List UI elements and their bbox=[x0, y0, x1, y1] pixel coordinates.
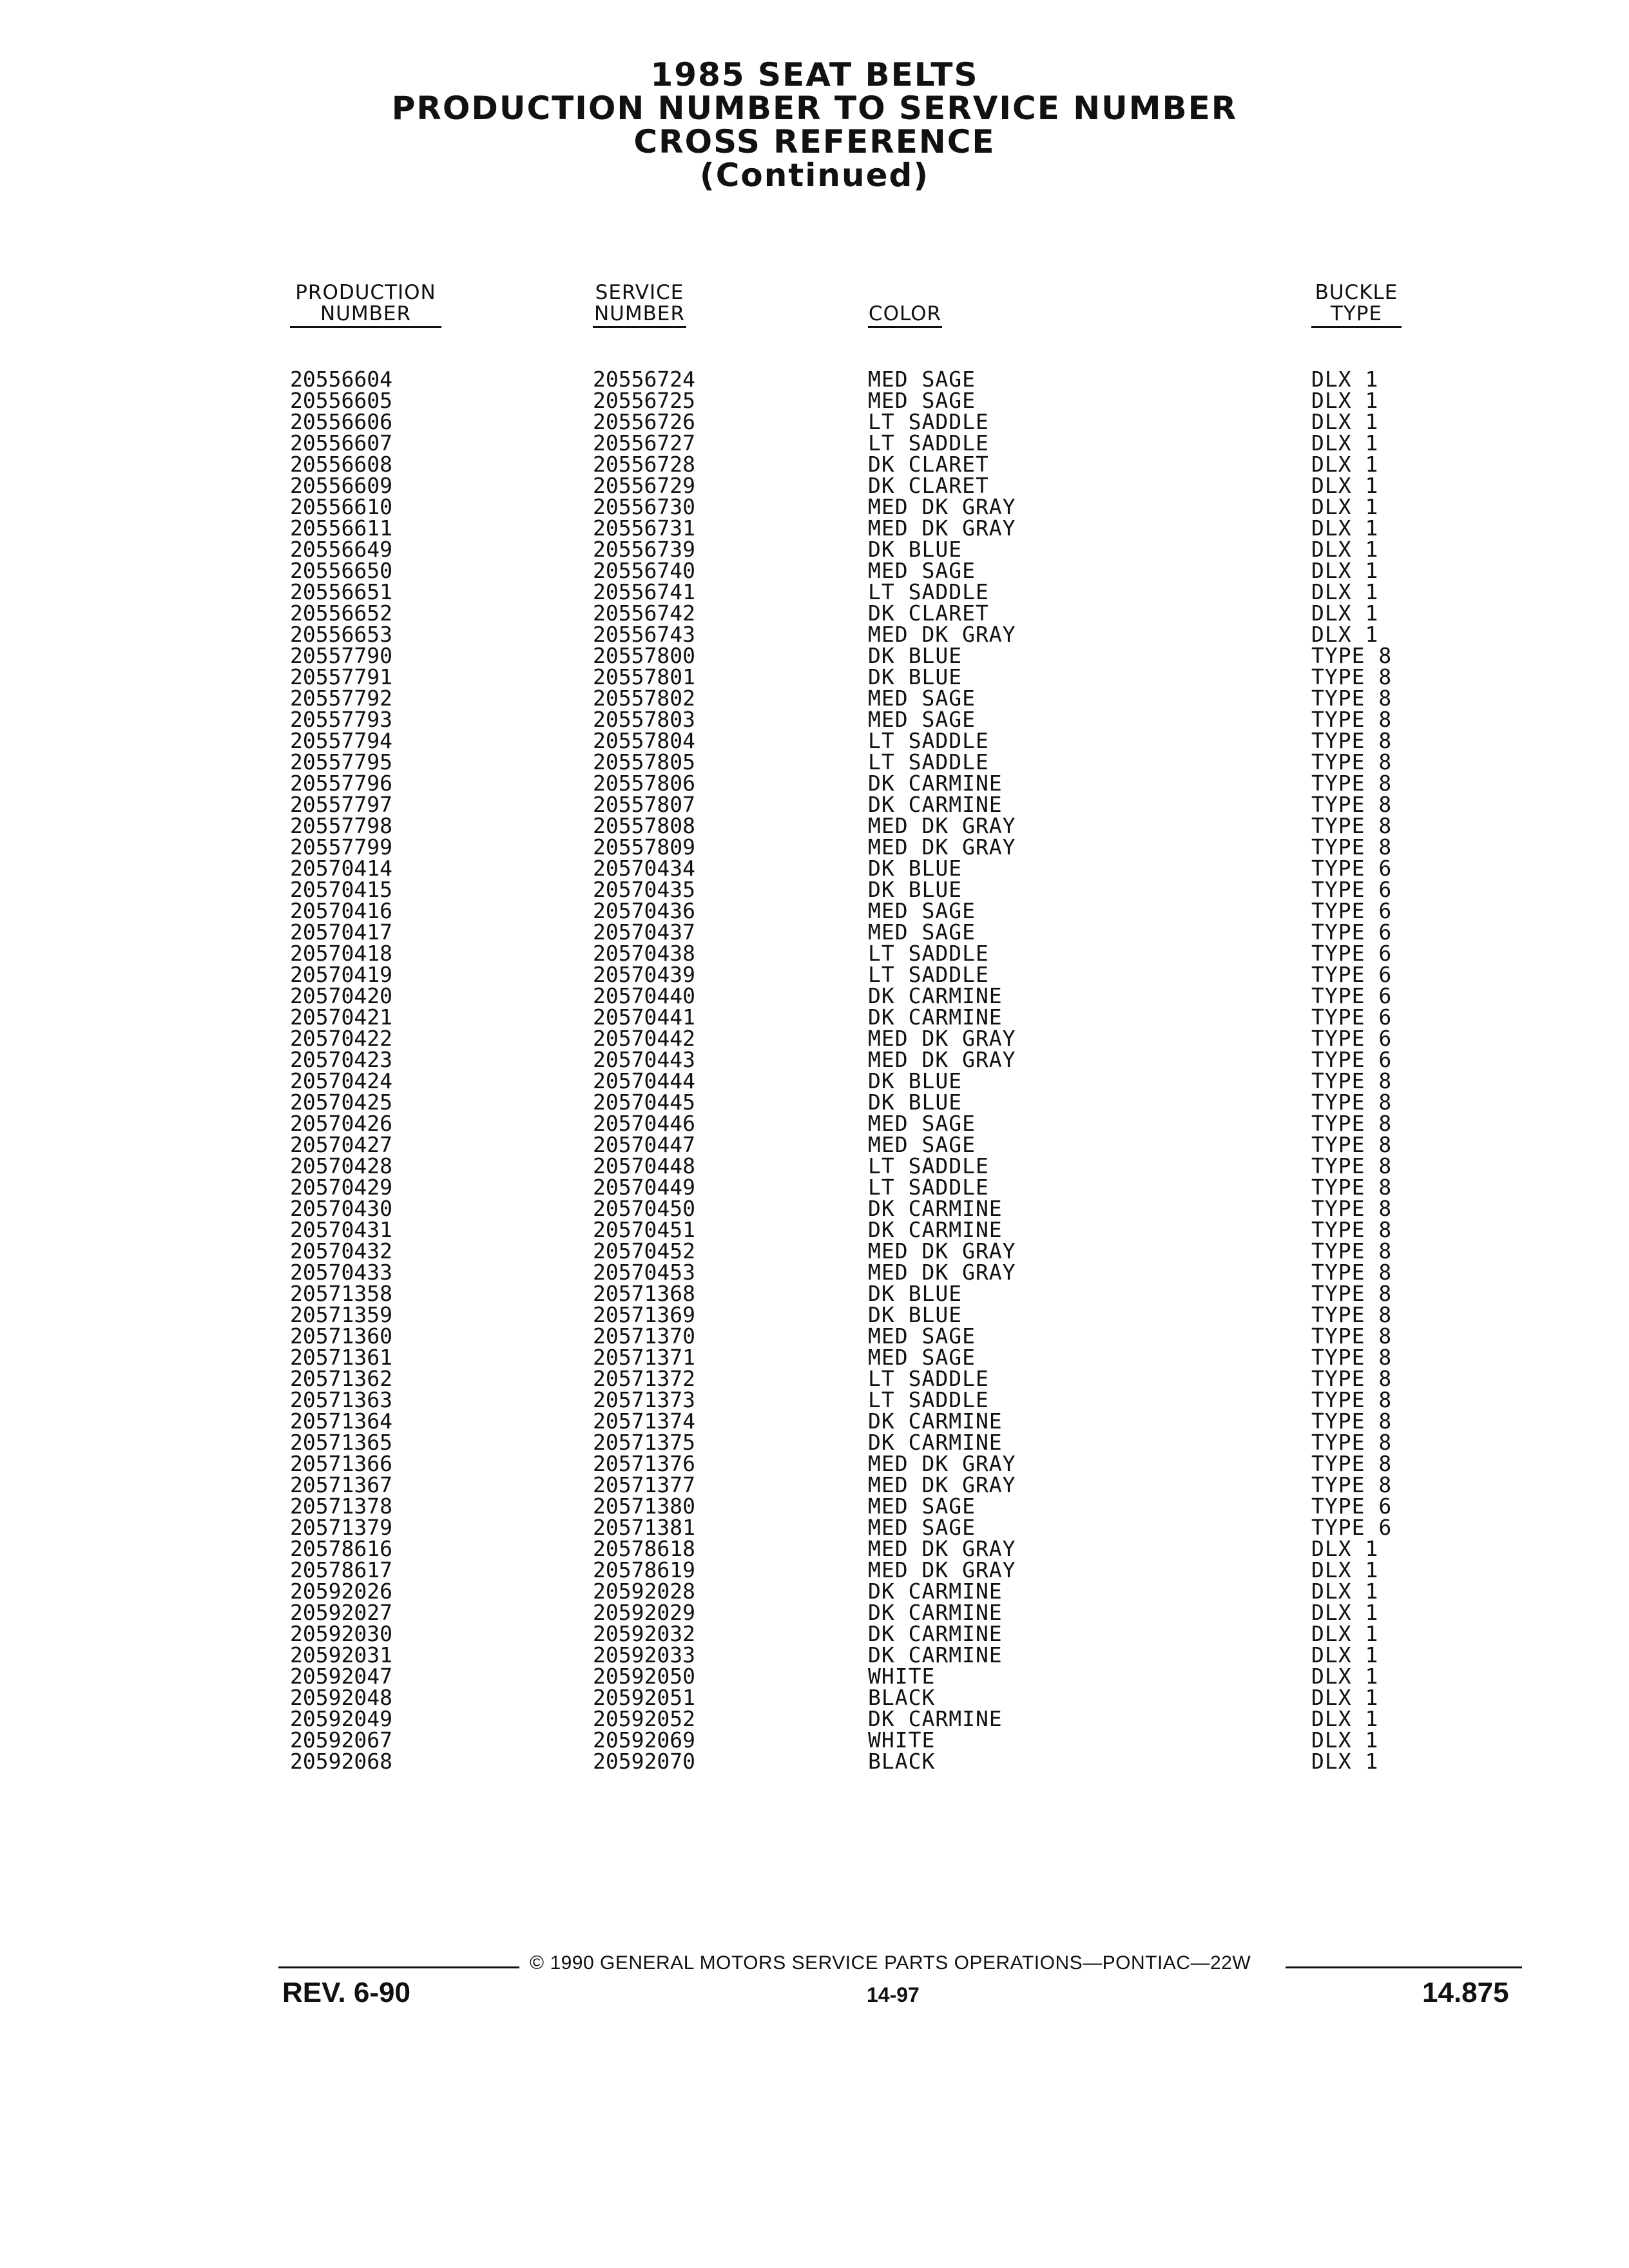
buckle-type-cell: TYPE 8 bbox=[1311, 643, 1393, 668]
service-number-cell: 20571377 bbox=[593, 1472, 695, 1497]
service-number-cell: 20592029 bbox=[593, 1600, 695, 1625]
service-number-cell: 20570451 bbox=[593, 1217, 695, 1242]
production-number-cell: 20557797 bbox=[290, 792, 392, 817]
service-number-cell: 20557808 bbox=[593, 813, 695, 838]
buckle-type-cell: TYPE 8 bbox=[1311, 771, 1393, 796]
service-number-cell: 20556724 bbox=[593, 367, 695, 392]
buckle-type-cell: DLX 1 bbox=[1311, 1749, 1379, 1774]
service-number-cell: 20556743 bbox=[593, 622, 695, 647]
service-number-cell: 20571371 bbox=[593, 1345, 695, 1370]
color-cell: DK CARMINE bbox=[868, 771, 1003, 796]
production-number-cell: 20571359 bbox=[290, 1302, 392, 1327]
service-number-cell: 20570445 bbox=[593, 1090, 695, 1115]
service-number-cell: 20571380 bbox=[593, 1494, 695, 1519]
production-number-cell: 20571360 bbox=[290, 1323, 392, 1349]
buckle-type-cell: DLX 1 bbox=[1311, 1642, 1379, 1667]
color-cell: LT SADDLE bbox=[868, 430, 989, 456]
production-number-cell: 20592068 bbox=[290, 1749, 392, 1774]
service-number-cell: 20570440 bbox=[593, 983, 695, 1008]
color-cell: MED DK GRAY bbox=[868, 834, 1016, 860]
buckle-type-cell: TYPE 8 bbox=[1311, 1323, 1393, 1349]
service-number-cell: 20557802 bbox=[593, 686, 695, 711]
production-number-cell: 20570417 bbox=[290, 919, 392, 945]
buckle-type-cell: TYPE 8 bbox=[1311, 1111, 1393, 1136]
buckle-type-cell: TYPE 6 bbox=[1311, 856, 1393, 881]
footer-rule-right bbox=[1286, 1966, 1522, 1968]
service-number-cell: 20592052 bbox=[593, 1706, 695, 1731]
production-number-cell: 20592048 bbox=[290, 1685, 392, 1710]
header-service-line-2: NUMBER bbox=[593, 302, 686, 325]
header-buckle-type bbox=[1311, 282, 1402, 328]
service-number-cell: 20557807 bbox=[593, 792, 695, 817]
color-cell: WHITE bbox=[868, 1664, 936, 1689]
buckle-type-cell: TYPE 8 bbox=[1311, 749, 1393, 774]
production-number-cell: 20557796 bbox=[290, 771, 392, 796]
service-number-cell: 20556740 bbox=[593, 558, 695, 583]
production-number-cell: 20556607 bbox=[290, 430, 392, 456]
color-cell: MED SAGE bbox=[868, 367, 976, 392]
buckle-type-cell: TYPE 8 bbox=[1311, 1302, 1393, 1327]
production-number-cell: 20556605 bbox=[290, 388, 392, 413]
color-cell: LT SADDLE bbox=[868, 1387, 989, 1412]
color-cell: MED SAGE bbox=[868, 1132, 976, 1157]
production-number-cell: 20570418 bbox=[290, 941, 392, 966]
service-number-cell: 20592032 bbox=[593, 1621, 695, 1646]
color-cell: DK BLUE bbox=[868, 856, 963, 881]
color-cell: DK CARMINE bbox=[868, 1621, 1003, 1646]
color-cell: DK CARMINE bbox=[868, 1196, 1003, 1221]
color-cell: LT SADDLE bbox=[868, 579, 989, 604]
color-cell: MED SAGE bbox=[868, 919, 976, 945]
color-cell: DK BLUE bbox=[868, 1302, 963, 1327]
buckle-type-cell: TYPE 6 bbox=[1311, 1004, 1393, 1030]
production-number-cell: 20556611 bbox=[290, 515, 392, 541]
buckle-type-cell: TYPE 6 bbox=[1311, 1026, 1393, 1051]
color-cell: DK CARMINE bbox=[868, 792, 1003, 817]
buckle-type-cell: DLX 1 bbox=[1311, 1557, 1379, 1582]
service-number-cell: 20570446 bbox=[593, 1111, 695, 1136]
buckle-type-cell: DLX 1 bbox=[1311, 452, 1379, 477]
production-number-cell: 20570428 bbox=[290, 1153, 392, 1178]
buckle-type-cell: DLX 1 bbox=[1311, 579, 1379, 604]
buckle-type-cell: DLX 1 bbox=[1311, 1621, 1379, 1646]
buckle-type-cell: TYPE 8 bbox=[1311, 1472, 1393, 1497]
buckle-type-cell: TYPE 8 bbox=[1311, 1217, 1393, 1242]
buckle-type-cell: DLX 1 bbox=[1311, 1706, 1379, 1731]
color-cell: MED SAGE bbox=[868, 1111, 976, 1136]
service-number-cell: 20578619 bbox=[593, 1557, 695, 1582]
buckle-type-cell: DLX 1 bbox=[1311, 622, 1379, 647]
production-number-cell: 20592031 bbox=[290, 1642, 392, 1667]
buckle-type-cell: TYPE 6 bbox=[1311, 1515, 1393, 1540]
production-number-cell: 20556651 bbox=[290, 579, 392, 604]
production-number-cell: 20570419 bbox=[290, 962, 392, 987]
buckle-type-cell: TYPE 6 bbox=[1311, 1494, 1393, 1519]
production-number-cell: 20570431 bbox=[290, 1217, 392, 1242]
production-number-cell: 20571378 bbox=[290, 1494, 392, 1519]
buckle-type-cell: TYPE 8 bbox=[1311, 1430, 1393, 1455]
color-cell: DK CARMINE bbox=[868, 1408, 1003, 1434]
header-production-line-1: PRODUCTION bbox=[295, 281, 436, 304]
production-number-cell: 20556604 bbox=[290, 367, 392, 392]
production-number-cell: 20570432 bbox=[290, 1238, 392, 1264]
service-number-cell: 20570434 bbox=[593, 856, 695, 881]
service-number-cell: 20570437 bbox=[593, 919, 695, 945]
production-number-cell: 20571366 bbox=[290, 1451, 392, 1476]
buckle-type-cell: TYPE 8 bbox=[1311, 813, 1393, 838]
footer-copyright: © 1990 GENERAL MOTORS SERVICE PARTS OPERATIONS—PONTIAC—22W bbox=[530, 1952, 1251, 1974]
production-number-cell: 20556609 bbox=[290, 473, 392, 498]
production-number-cell: 20570426 bbox=[290, 1111, 392, 1136]
color-cell: DK CARMINE bbox=[868, 1430, 1003, 1455]
production-number-cell: 20592026 bbox=[290, 1579, 392, 1604]
production-number-cell: 20570430 bbox=[290, 1196, 392, 1221]
production-number-cell: 20570433 bbox=[290, 1260, 392, 1285]
color-cell: DK CARMINE bbox=[868, 1706, 1003, 1731]
color-cell: MED SAGE bbox=[868, 898, 976, 923]
color-cell: MED SAGE bbox=[868, 558, 976, 583]
production-number-cell: 20556606 bbox=[290, 409, 392, 434]
service-number-cell: 20556731 bbox=[593, 515, 695, 541]
production-number-cell: 20557793 bbox=[290, 707, 392, 732]
service-number-cell: 20570444 bbox=[593, 1068, 695, 1093]
buckle-type-cell: TYPE 6 bbox=[1311, 941, 1393, 966]
color-cell: LT SADDLE bbox=[868, 1153, 989, 1178]
service-number-cell: 20570453 bbox=[593, 1260, 695, 1285]
production-number-cell: 20557798 bbox=[290, 813, 392, 838]
service-number-cell: 20570448 bbox=[593, 1153, 695, 1178]
color-cell: DK CARMINE bbox=[868, 983, 1003, 1008]
buckle-type-column bbox=[1311, 369, 1392, 1772]
production-number-cell: 20556650 bbox=[290, 558, 392, 583]
buckle-type-cell: DLX 1 bbox=[1311, 1579, 1379, 1604]
buckle-type-cell: TYPE 8 bbox=[1311, 1387, 1393, 1412]
service-number-cell: 20556725 bbox=[593, 388, 695, 413]
color-cell: MED SAGE bbox=[868, 1494, 976, 1519]
footer-rule-left bbox=[278, 1966, 519, 1968]
buckle-type-cell: DLX 1 bbox=[1311, 1536, 1379, 1561]
buckle-type-cell: TYPE 6 bbox=[1311, 983, 1393, 1008]
buckle-type-cell: TYPE 8 bbox=[1311, 664, 1393, 689]
buckle-type-cell: TYPE 6 bbox=[1311, 1047, 1393, 1072]
production-number-cell: 20571362 bbox=[290, 1366, 392, 1391]
production-number-cell: 20556610 bbox=[290, 494, 392, 519]
service-number-cell: 20592051 bbox=[593, 1685, 695, 1710]
color-cell: MED DK GRAY bbox=[868, 813, 1016, 838]
color-cell: MED SAGE bbox=[868, 1345, 976, 1370]
service-number-cell: 20556739 bbox=[593, 537, 695, 562]
service-number-cell: 20556727 bbox=[593, 430, 695, 456]
service-number-cell: 20556742 bbox=[593, 601, 695, 626]
color-cell: MED DK GRAY bbox=[868, 1536, 1016, 1561]
color-cell: DK BLUE bbox=[868, 643, 963, 668]
header-production-line-2: NUMBER bbox=[320, 302, 412, 325]
production-number-cell: 20571365 bbox=[290, 1430, 392, 1455]
buckle-type-cell: DLX 1 bbox=[1311, 1685, 1379, 1710]
service-number-cell: 20570450 bbox=[593, 1196, 695, 1221]
service-number-cell: 20571369 bbox=[593, 1302, 695, 1327]
header-service-line-1: SERVICE bbox=[595, 281, 684, 304]
service-number-cell: 20571375 bbox=[593, 1430, 695, 1455]
color-cell: DK CLARET bbox=[868, 452, 989, 477]
buckle-type-cell: DLX 1 bbox=[1311, 537, 1379, 562]
service-number-cell: 20570438 bbox=[593, 941, 695, 966]
header-buckle-line-2: TYPE bbox=[1330, 302, 1383, 325]
color-cell: LT SADDLE bbox=[868, 941, 989, 966]
production-number-cell: 20592049 bbox=[290, 1706, 392, 1731]
title-line-3: CROSS REFERENCE bbox=[633, 123, 996, 160]
color-cell: BLACK bbox=[868, 1685, 936, 1710]
service-number-cell: 20557806 bbox=[593, 771, 695, 796]
color-cell: MED SAGE bbox=[868, 388, 976, 413]
color-cell: DK BLUE bbox=[868, 877, 963, 902]
buckle-type-cell: TYPE 8 bbox=[1311, 1366, 1393, 1391]
buckle-type-cell: TYPE 8 bbox=[1311, 1345, 1393, 1370]
production-number-cell: 20557799 bbox=[290, 834, 392, 860]
color-cell: MED SAGE bbox=[868, 686, 976, 711]
production-number-cell: 20557792 bbox=[290, 686, 392, 711]
production-number-cell: 20557791 bbox=[290, 664, 392, 689]
buckle-type-cell: TYPE 8 bbox=[1311, 1238, 1393, 1264]
service-number-cell: 20570449 bbox=[593, 1175, 695, 1200]
service-number-cell: 20570443 bbox=[593, 1047, 695, 1072]
production-number-cell: 20570416 bbox=[290, 898, 392, 923]
color-cell: DK CLARET bbox=[868, 601, 989, 626]
service-number-cell: 20571376 bbox=[593, 1451, 695, 1476]
service-number-cell: 20592070 bbox=[593, 1749, 695, 1774]
title-line-2: PRODUCTION NUMBER TO SERVICE NUMBER bbox=[391, 90, 1238, 127]
production-number-cell: 20592027 bbox=[290, 1600, 392, 1625]
color-cell: DK BLUE bbox=[868, 664, 963, 689]
color-cell: BLACK bbox=[868, 1749, 936, 1774]
buckle-type-cell: TYPE 8 bbox=[1311, 1281, 1393, 1306]
page-title bbox=[0, 58, 1629, 192]
color-cell: MED SAGE bbox=[868, 1515, 976, 1540]
buckle-type-cell: TYPE 6 bbox=[1311, 877, 1393, 902]
buckle-type-cell: DLX 1 bbox=[1311, 515, 1379, 541]
service-number-cell: 20556730 bbox=[593, 494, 695, 519]
buckle-type-cell: DLX 1 bbox=[1311, 409, 1379, 434]
color-cell: MED DK GRAY bbox=[868, 515, 1016, 541]
page-number: 14-97 bbox=[867, 1983, 920, 2006]
service-number-cell: 20556741 bbox=[593, 579, 695, 604]
production-number-cell: 20556653 bbox=[290, 622, 392, 647]
color-cell: LT SADDLE bbox=[868, 1175, 989, 1200]
service-number-cell: 20592069 bbox=[593, 1727, 695, 1753]
production-number-cell: 20570421 bbox=[290, 1004, 392, 1030]
color-cell: LT SADDLE bbox=[868, 1366, 989, 1391]
production-number-cell: 20570414 bbox=[290, 856, 392, 881]
header-color-label: COLOR bbox=[868, 302, 942, 325]
service-number-cell: 20571381 bbox=[593, 1515, 695, 1540]
header-color bbox=[868, 303, 942, 328]
color-cell: DK CARMINE bbox=[868, 1600, 1003, 1625]
color-cell: MED DK GRAY bbox=[868, 1472, 1016, 1497]
service-number-cell: 20570435 bbox=[593, 877, 695, 902]
buckle-type-cell: TYPE 8 bbox=[1311, 707, 1393, 732]
production-number-cell: 20592067 bbox=[290, 1727, 392, 1753]
color-cell: MED SAGE bbox=[868, 707, 976, 732]
buckle-type-cell: TYPE 6 bbox=[1311, 919, 1393, 945]
production-number-cell: 20570420 bbox=[290, 983, 392, 1008]
production-number-cell: 20570422 bbox=[290, 1026, 392, 1051]
buckle-type-cell: DLX 1 bbox=[1311, 1727, 1379, 1753]
header-buckle-line-1: BUCKLE bbox=[1315, 281, 1398, 304]
service-number-column bbox=[593, 369, 695, 1772]
buckle-type-cell: TYPE 8 bbox=[1311, 728, 1393, 753]
color-cell: MED DK GRAY bbox=[868, 1260, 1016, 1285]
color-cell: MED DK GRAY bbox=[868, 494, 1016, 519]
buckle-type-cell: TYPE 8 bbox=[1311, 1132, 1393, 1157]
color-cell: MED DK GRAY bbox=[868, 1047, 1016, 1072]
production-number-cell: 20571379 bbox=[290, 1515, 392, 1540]
production-number-cell: 20570425 bbox=[290, 1090, 392, 1115]
color-cell: DK BLUE bbox=[868, 1281, 963, 1306]
buckle-type-cell: TYPE 8 bbox=[1311, 1090, 1393, 1115]
color-cell: DK BLUE bbox=[868, 537, 963, 562]
buckle-type-cell: TYPE 8 bbox=[1311, 686, 1393, 711]
buckle-type-cell: DLX 1 bbox=[1311, 494, 1379, 519]
service-number-cell: 20571373 bbox=[593, 1387, 695, 1412]
service-number-cell: 20592028 bbox=[593, 1579, 695, 1604]
color-cell: DK BLUE bbox=[868, 1068, 963, 1093]
service-number-cell: 20570436 bbox=[593, 898, 695, 923]
color-column bbox=[868, 369, 1016, 1772]
service-number-cell: 20571372 bbox=[593, 1366, 695, 1391]
production-number-cell: 20571367 bbox=[290, 1472, 392, 1497]
buckle-type-cell: DLX 1 bbox=[1311, 388, 1379, 413]
production-number-cell: 20557794 bbox=[290, 728, 392, 753]
buckle-type-cell: TYPE 6 bbox=[1311, 898, 1393, 923]
color-cell: WHITE bbox=[868, 1727, 936, 1753]
service-number-cell: 20571370 bbox=[593, 1323, 695, 1349]
production-number-cell: 20570423 bbox=[290, 1047, 392, 1072]
service-number-cell: 20557804 bbox=[593, 728, 695, 753]
service-number-cell: 20556729 bbox=[593, 473, 695, 498]
service-number-cell: 20571374 bbox=[593, 1408, 695, 1434]
buckle-type-cell: DLX 1 bbox=[1311, 558, 1379, 583]
buckle-type-cell: TYPE 8 bbox=[1311, 1451, 1393, 1476]
service-number-cell: 20557803 bbox=[593, 707, 695, 732]
service-number-cell: 20592050 bbox=[593, 1664, 695, 1689]
production-number-cell: 20556608 bbox=[290, 452, 392, 477]
color-cell: MED DK GRAY bbox=[868, 1026, 1016, 1051]
color-cell: MED SAGE bbox=[868, 1323, 976, 1349]
service-number-cell: 20570447 bbox=[593, 1132, 695, 1157]
service-number-cell: 20571368 bbox=[593, 1281, 695, 1306]
production-number-cell: 20571363 bbox=[290, 1387, 392, 1412]
buckle-type-cell: DLX 1 bbox=[1311, 473, 1379, 498]
buckle-type-cell: TYPE 8 bbox=[1311, 1196, 1393, 1221]
color-cell: LT SADDLE bbox=[868, 728, 989, 753]
revision-label: REV. 6-90 bbox=[282, 1977, 410, 2008]
buckle-type-cell: TYPE 8 bbox=[1311, 1068, 1393, 1093]
buckle-type-cell: DLX 1 bbox=[1311, 1600, 1379, 1625]
production-number-cell: 20557795 bbox=[290, 749, 392, 774]
color-cell: DK BLUE bbox=[868, 1090, 963, 1115]
service-number-cell: 20557800 bbox=[593, 643, 695, 668]
header-service-number bbox=[593, 282, 686, 328]
production-number-cell: 20592047 bbox=[290, 1664, 392, 1689]
buckle-type-cell: TYPE 8 bbox=[1311, 1408, 1393, 1434]
production-number-cell: 20570429 bbox=[290, 1175, 392, 1200]
production-number-cell: 20578617 bbox=[290, 1557, 392, 1582]
buckle-type-cell: DLX 1 bbox=[1311, 430, 1379, 456]
buckle-type-cell: TYPE 8 bbox=[1311, 1175, 1393, 1200]
production-number-cell: 20570415 bbox=[290, 877, 392, 902]
service-number-cell: 20570439 bbox=[593, 962, 695, 987]
service-number-cell: 20570442 bbox=[593, 1026, 695, 1051]
color-cell: MED DK GRAY bbox=[868, 1557, 1016, 1582]
buckle-type-cell: DLX 1 bbox=[1311, 601, 1379, 626]
buckle-type-cell: TYPE 6 bbox=[1311, 962, 1393, 987]
buckle-type-cell: TYPE 8 bbox=[1311, 792, 1393, 817]
color-cell: DK CLARET bbox=[868, 473, 989, 498]
service-number-cell: 20592033 bbox=[593, 1642, 695, 1667]
buckle-type-cell: TYPE 8 bbox=[1311, 1260, 1393, 1285]
service-number-cell: 20556726 bbox=[593, 409, 695, 434]
service-number-cell: 20557809 bbox=[593, 834, 695, 860]
color-cell: MED DK GRAY bbox=[868, 1238, 1016, 1264]
buckle-type-cell: TYPE 8 bbox=[1311, 1153, 1393, 1178]
production-number-cell: 20571358 bbox=[290, 1281, 392, 1306]
production-number-column bbox=[290, 369, 392, 1772]
buckle-type-cell: DLX 1 bbox=[1311, 367, 1379, 392]
color-cell: LT SADDLE bbox=[868, 749, 989, 774]
color-cell: LT SADDLE bbox=[868, 962, 989, 987]
production-number-cell: 20556652 bbox=[290, 601, 392, 626]
production-number-cell: 20571361 bbox=[290, 1345, 392, 1370]
production-number-cell: 20556649 bbox=[290, 537, 392, 562]
production-number-cell: 20571364 bbox=[290, 1408, 392, 1434]
color-cell: DK CARMINE bbox=[868, 1004, 1003, 1030]
buckle-type-cell: TYPE 8 bbox=[1311, 834, 1393, 860]
color-cell: DK CARMINE bbox=[868, 1217, 1003, 1242]
service-number-cell: 20557801 bbox=[593, 664, 695, 689]
title-line-4: (Continued) bbox=[699, 157, 930, 194]
production-number-cell: 20578616 bbox=[290, 1536, 392, 1561]
service-number-cell: 20570452 bbox=[593, 1238, 695, 1264]
color-cell: LT SADDLE bbox=[868, 409, 989, 434]
production-number-cell: 20570427 bbox=[290, 1132, 392, 1157]
service-number-cell: 20578618 bbox=[593, 1536, 695, 1561]
production-number-cell: 20557790 bbox=[290, 643, 392, 668]
section-number: 14.875 bbox=[1422, 1977, 1509, 2008]
color-cell: DK CARMINE bbox=[868, 1642, 1003, 1667]
production-number-cell: 20570424 bbox=[290, 1068, 392, 1093]
service-number-cell: 20556728 bbox=[593, 452, 695, 477]
production-number-cell: 20592030 bbox=[290, 1621, 392, 1646]
color-cell: MED DK GRAY bbox=[868, 622, 1016, 647]
buckle-type-cell: DLX 1 bbox=[1311, 1664, 1379, 1689]
title-line-1: 1985 SEAT BELTS bbox=[650, 56, 979, 93]
color-cell: MED DK GRAY bbox=[868, 1451, 1016, 1476]
service-number-cell: 20570441 bbox=[593, 1004, 695, 1030]
header-production-number bbox=[290, 282, 441, 328]
color-cell: DK CARMINE bbox=[868, 1579, 1003, 1604]
service-number-cell: 20557805 bbox=[593, 749, 695, 774]
